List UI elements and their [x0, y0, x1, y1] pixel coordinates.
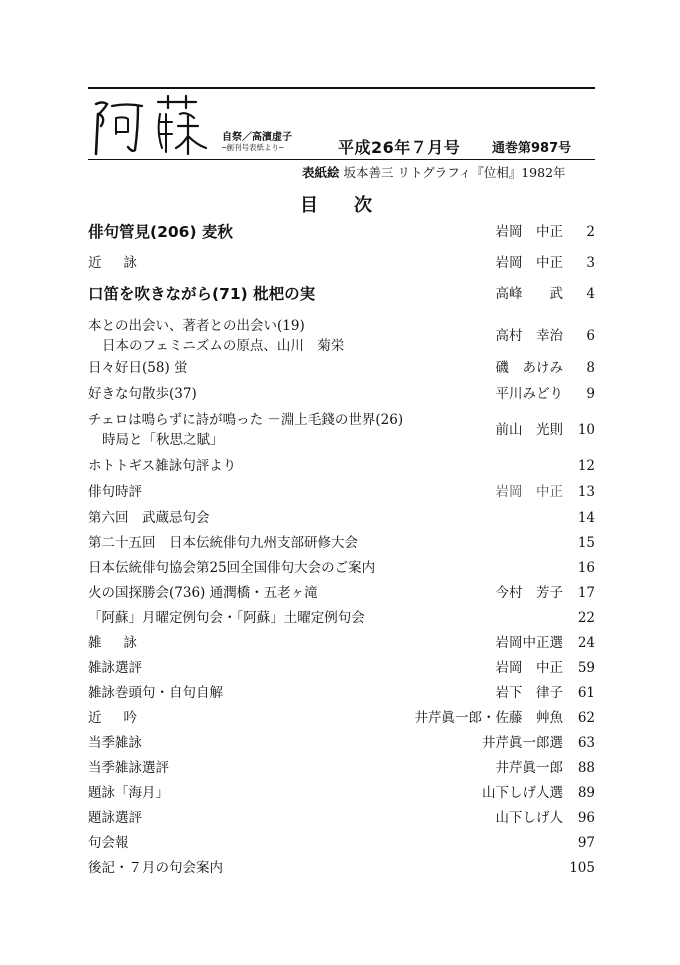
- toc-entry-author: 磯 あけみ: [495, 360, 563, 376]
- toc-entry-author: 岩岡 中正: [495, 660, 563, 676]
- toc-entry-page: 61: [577, 685, 595, 701]
- toc-entry-author: 岩岡 中正: [495, 224, 563, 240]
- logo-note-line2: ─創刊号表紙より─: [222, 142, 284, 152]
- toc-entry-page: 97: [577, 835, 595, 851]
- toc-entry-author: 前山 光則: [495, 422, 563, 438]
- toc-entry-page: 24: [577, 635, 595, 651]
- toc-entry-title: 当季雑詠選評: [88, 760, 169, 776]
- toc-entry-author: 今村 芳子: [495, 585, 563, 601]
- toc-entry-page: 22: [577, 610, 595, 626]
- toc-entry-title: 当季雑詠: [88, 735, 142, 751]
- toc-entry-title-line2: 日本のフェミニズムの原点、山川 菊栄: [102, 338, 345, 354]
- toc-entry-title: 好きな句散歩(37): [88, 386, 197, 402]
- toc-entry-title: 俳句管見(206) 麦秋: [88, 223, 233, 241]
- toc-entry-title: [88, 410, 403, 450]
- toc-entry-title-line2: 時局と「秋思之賦」: [102, 432, 224, 448]
- toc-entry-page: 6: [586, 328, 595, 344]
- cover-text: 坂本善三 リトグラフィ『位相』1982年: [343, 165, 566, 180]
- toc-entry-title: 俳句時評: [88, 484, 142, 500]
- toc-entry-page: 3: [586, 255, 595, 271]
- issue-label: 平成26年７月号: [338, 138, 461, 157]
- aso-logo: [88, 92, 216, 158]
- logo-note-line1: 自祭／高濱虚子: [222, 132, 292, 143]
- toc-entry-title: 近詠: [88, 255, 159, 271]
- logo-text: 阿蘇: [88, 92, 90, 93]
- toc-entry-title: 題詠「海月」: [88, 785, 169, 801]
- toc-entry-page: 4: [586, 286, 595, 302]
- toc-entry-page: 63: [577, 735, 595, 751]
- toc-entry-page: 89: [577, 785, 595, 801]
- toc-entry-title: [88, 316, 344, 356]
- toc-entry-title-line1: チェロは鳴らずに詩が鳴った －淵上毛錢の世界(26): [88, 412, 404, 428]
- toc-entry-title: 火の国探勝会(736) 通潤橋・五老ヶ滝: [88, 585, 318, 601]
- toc-entry-title: 雑詠選評: [88, 660, 142, 676]
- toc-entry-author: 岩岡 中正: [495, 484, 563, 500]
- toc-entry-title: 第六回 武蔵忌句会: [88, 510, 210, 526]
- top-rule: [88, 87, 595, 89]
- toc-entry-author: 山下しげ人: [495, 810, 563, 826]
- toc-entry-author: 井芹眞一郎・佐藤 艸魚: [414, 710, 563, 726]
- toc-entry-page: 14: [577, 510, 595, 526]
- toc-entry-title: 後記・７月の句会案内: [88, 860, 223, 876]
- cover-label: 表紙絵: [302, 165, 340, 180]
- masthead-rule: [88, 159, 595, 160]
- toc-entry-page: 8: [586, 360, 595, 376]
- toc-entry-page: 105: [569, 860, 595, 876]
- toc-entry-title: 題詠選評: [88, 810, 142, 826]
- toc-entry-title: 句会報: [88, 835, 129, 851]
- toc-entry-page: 96: [577, 810, 595, 826]
- toc-entry-title: 雑詠: [88, 635, 159, 651]
- toc-entry-page: 2: [586, 224, 595, 240]
- toc-entry-page: 17: [577, 585, 595, 601]
- toc-entry-author: 井芹眞一郎選: [482, 735, 563, 751]
- toc-entry-author: 高峰 武: [495, 286, 563, 302]
- toc-entry-author: 平川みどり: [495, 386, 563, 402]
- toc-entry-page: 88: [577, 760, 595, 776]
- serial-number: 通巻第987号: [492, 141, 572, 156]
- toc-entry-title: 近吟: [88, 710, 159, 726]
- toc-title: 目次: [300, 195, 408, 216]
- toc-entry-title: 日本伝統俳句協会第25回全国俳句大会のご案内: [88, 560, 376, 576]
- toc-entry-author: 井芹眞一郎: [495, 760, 563, 776]
- toc-entry-page: 12: [577, 458, 595, 474]
- toc-entry-author: 高村 幸治: [495, 328, 563, 344]
- logo-note: [222, 133, 292, 151]
- toc-entry-page: 62: [577, 710, 595, 726]
- toc-entry-title: 「阿蘇」月曜定例句会・「阿蘇」土曜定例句会: [88, 610, 365, 626]
- toc-entry-page: 10: [577, 422, 595, 438]
- toc-entry-title: 日々好日(58) 蛍: [88, 360, 188, 376]
- toc-entry-page: 59: [577, 660, 595, 676]
- toc-entry-title: 第二十五回 日本伝統俳句九州支部研修大会: [88, 535, 358, 551]
- toc-entry-author: 岩岡 中正: [495, 255, 563, 271]
- toc-entry-author: 山下しげ人選: [482, 785, 563, 801]
- toc-entry-title: 口笛を吹きながら(71) 枇杷の実: [88, 285, 316, 303]
- toc-entry-author: 岩岡中正選: [495, 635, 563, 651]
- toc-entry-page: 16: [577, 560, 595, 576]
- toc-entry-title: ホトトギス雑詠句評より: [88, 458, 237, 474]
- toc-entry-title: 雑詠巻頭句・自句自解: [88, 685, 223, 701]
- aso-calligraphy-logo: [88, 92, 216, 158]
- toc-entry-page: 13: [577, 484, 595, 500]
- cover-credit: [302, 163, 566, 181]
- toc-entry-page: 9: [586, 386, 595, 402]
- toc-entry-author: 岩下 律子: [495, 685, 563, 701]
- toc-entry-page: 15: [577, 535, 595, 551]
- toc-entry-title-line1: 本との出会い、著者との出会い(19): [88, 318, 305, 334]
